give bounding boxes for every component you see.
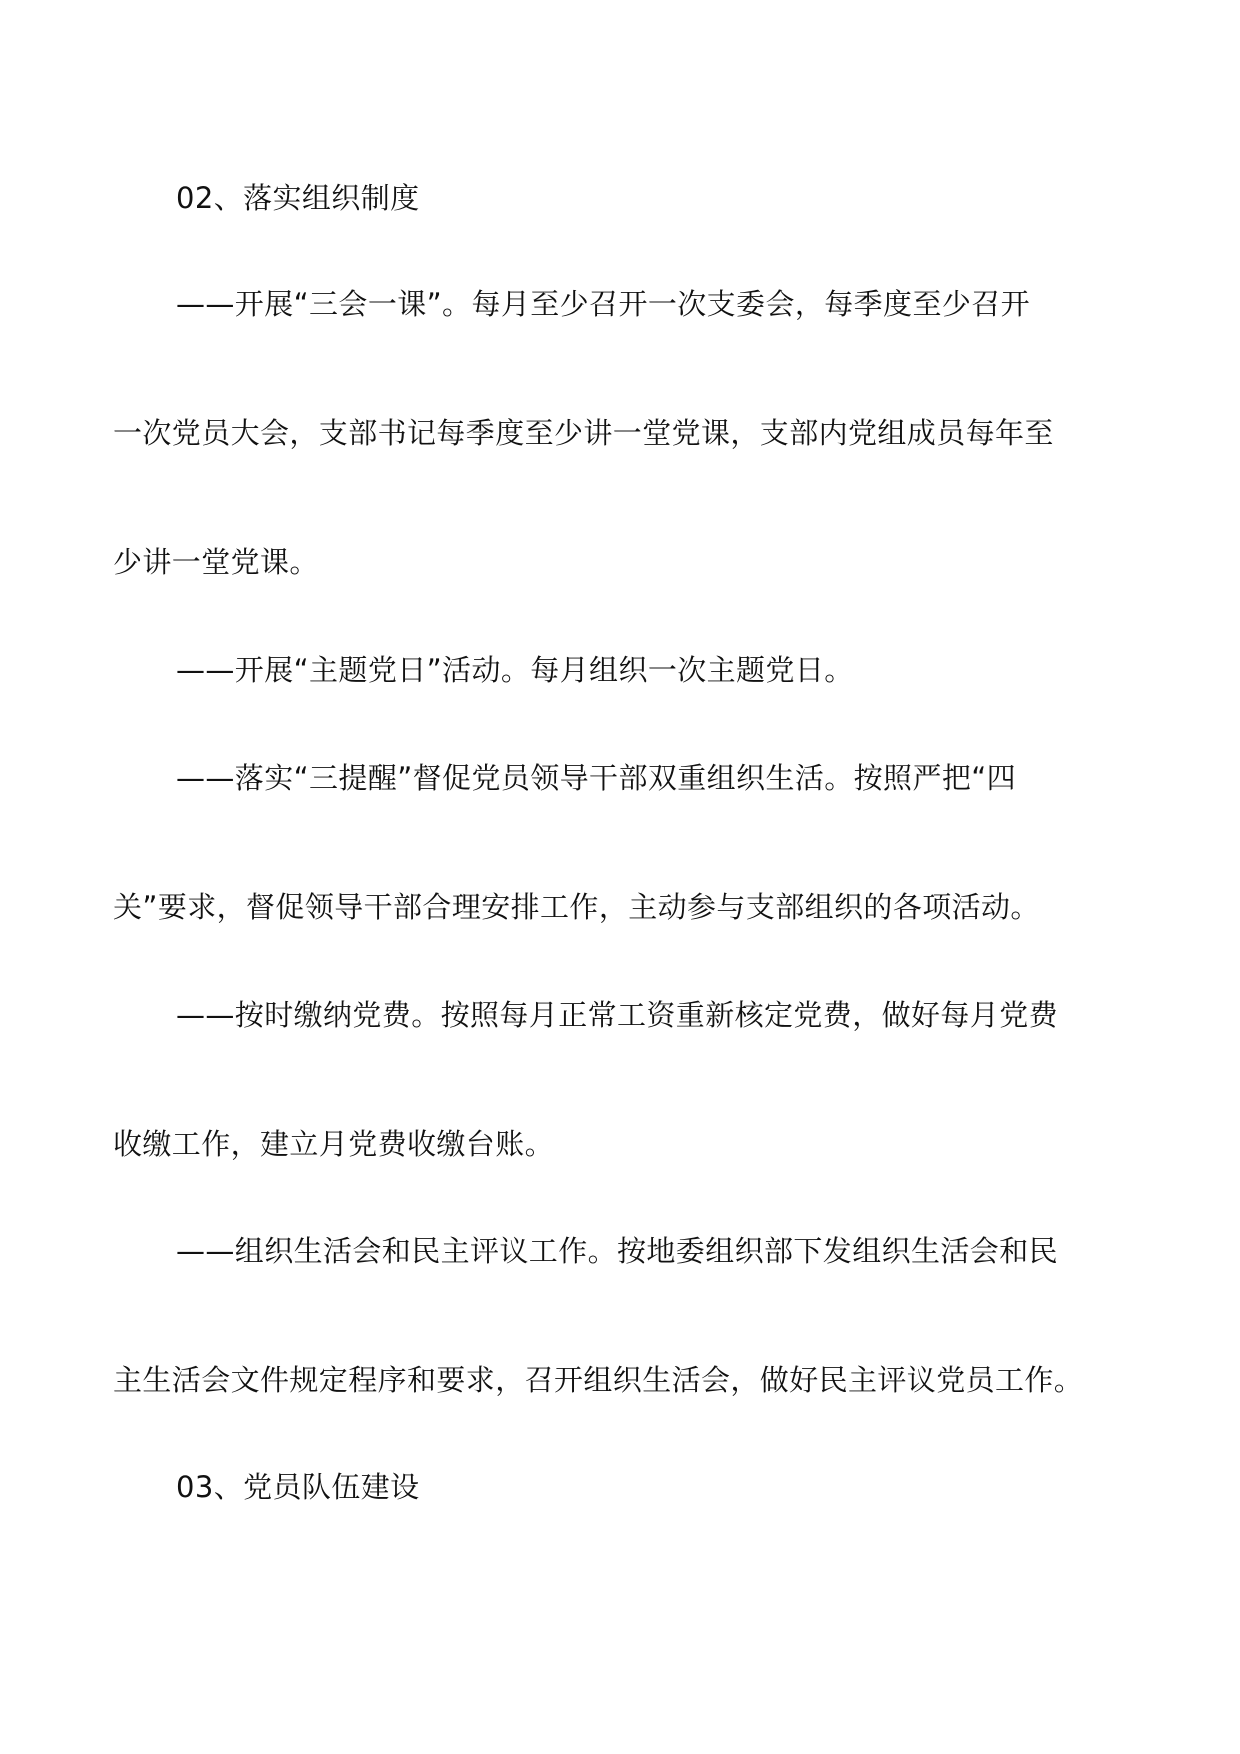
- paragraph-three-meetings-line-3: 少讲一堂党课。: [113, 545, 319, 579]
- paragraph-three-reminders-line-1: ——落实“三提醒”督促党员领导干部双重组织生活。按照严把“四: [176, 761, 1017, 795]
- paragraph-party-dues-line-2: 收缴工作，建立月党费收缴台账。: [113, 1127, 555, 1161]
- paragraph-three-meetings-line-1: ——开展“三会一课”。每月至少召开一次支委会，每季度至少召开: [176, 287, 1031, 321]
- paragraph-theme-day-line-1: ——开展“主题党日”活动。每月组织一次主题党日。: [176, 653, 854, 687]
- paragraph-party-dues-line-1: ——按时缴纳党费。按照每月正常工资重新核定党费，做好每月党费: [176, 998, 1059, 1032]
- paragraph-life-meeting-line-1: ——组织生活会和民主评议工作。按地委组织部下发组织生活会和民: [176, 1234, 1059, 1268]
- paragraph-life-meeting-line-2: 主生活会文件规定程序和要求，召开组织生活会，做好民主评议党员工作。: [113, 1363, 1084, 1397]
- section-heading-03: 03、党员队伍建设: [176, 1470, 420, 1504]
- section-heading-02: 02、落实组织制度: [176, 181, 420, 215]
- paragraph-three-reminders-line-2: 关”要求，督促领导干部合理安排工作，主动参与支部组织的各项活动。: [113, 890, 1040, 924]
- paragraph-three-meetings-line-2: 一次党员大会，支部书记每季度至少讲一堂党课，支部内党组成员每年至: [113, 416, 1054, 450]
